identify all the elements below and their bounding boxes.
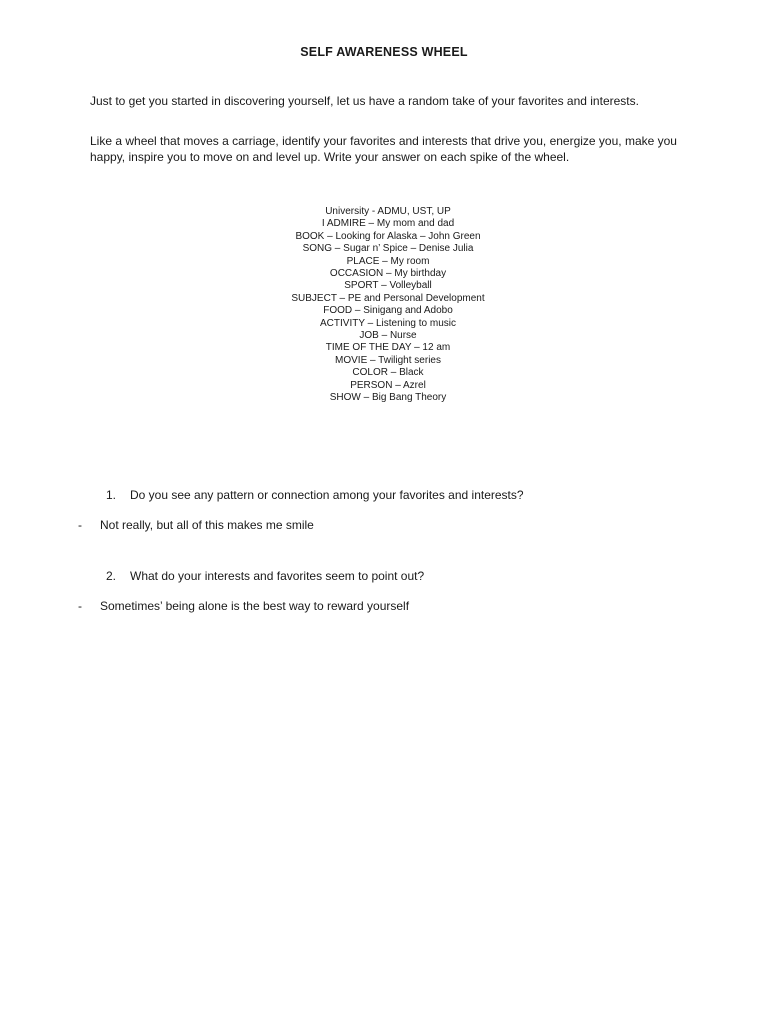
question-text: Do you see any pattern or connection among your favorites and interests? xyxy=(130,488,524,502)
answer-2 xyxy=(78,598,409,614)
answer-text: Not really, but all of this makes me smile xyxy=(100,518,314,532)
question-text: What do your interests and favorites seem to point out? xyxy=(130,569,425,583)
wheel-item: FOOD – Sinigang and Adobo xyxy=(323,305,453,317)
wheel-item: SPORT – Volleyball xyxy=(344,280,432,292)
wheel-item: ACTIVITY – Listening to music xyxy=(320,317,456,329)
answer-bullet: - xyxy=(78,599,82,613)
wheel-items-list xyxy=(0,206,768,405)
question-2 xyxy=(106,568,424,584)
answer-1 xyxy=(78,517,314,533)
wheel-item: BOOK – Looking for Alaska – John Green xyxy=(295,230,481,242)
wheel-item: SONG – Sugar n’ Spice – Denise Julia xyxy=(302,243,474,255)
wheel-item: University - ADMU, UST, UP xyxy=(325,206,451,217)
question-number: 2. xyxy=(106,569,117,583)
wheel-item: SHOW – Big Bang Theory xyxy=(329,392,447,404)
page-title: SELF AWARENESS WHEEL xyxy=(300,45,468,59)
question-1 xyxy=(106,487,524,503)
wheel-item: PERSON – Azrel xyxy=(350,379,426,391)
question-number: 1. xyxy=(106,488,117,502)
answer-text: Sometimes’ being alone is the best way to reward yourself xyxy=(100,599,410,613)
wheel-item: COLOR – Black xyxy=(352,367,424,379)
wheel-item: SUBJECT – PE and Personal Development xyxy=(291,292,485,304)
wheel-item: I ADMIRE – My mom and dad xyxy=(321,218,455,230)
intro-paragraph: Just to get you started in discovering yourself, let us have a random take of your favorites and interests. xyxy=(90,94,639,108)
wheel-item: MOVIE – Twilight series xyxy=(335,354,441,366)
wheel-item: OCCASION – My birthday xyxy=(329,268,447,280)
wheel-item: PLACE – My room xyxy=(346,255,430,267)
wheel-item: JOB – Nurse xyxy=(359,330,417,342)
wheel-item: TIME OF THE DAY – 12 am xyxy=(325,342,451,354)
instructions-paragraph: Like a wheel that moves a carriage, identify your favorites and interests that drive you, energize you, make you happy, inspire you to move on and level up. Write your answer on each spike of the wheel. xyxy=(90,134,677,164)
answer-bullet: - xyxy=(78,518,82,532)
